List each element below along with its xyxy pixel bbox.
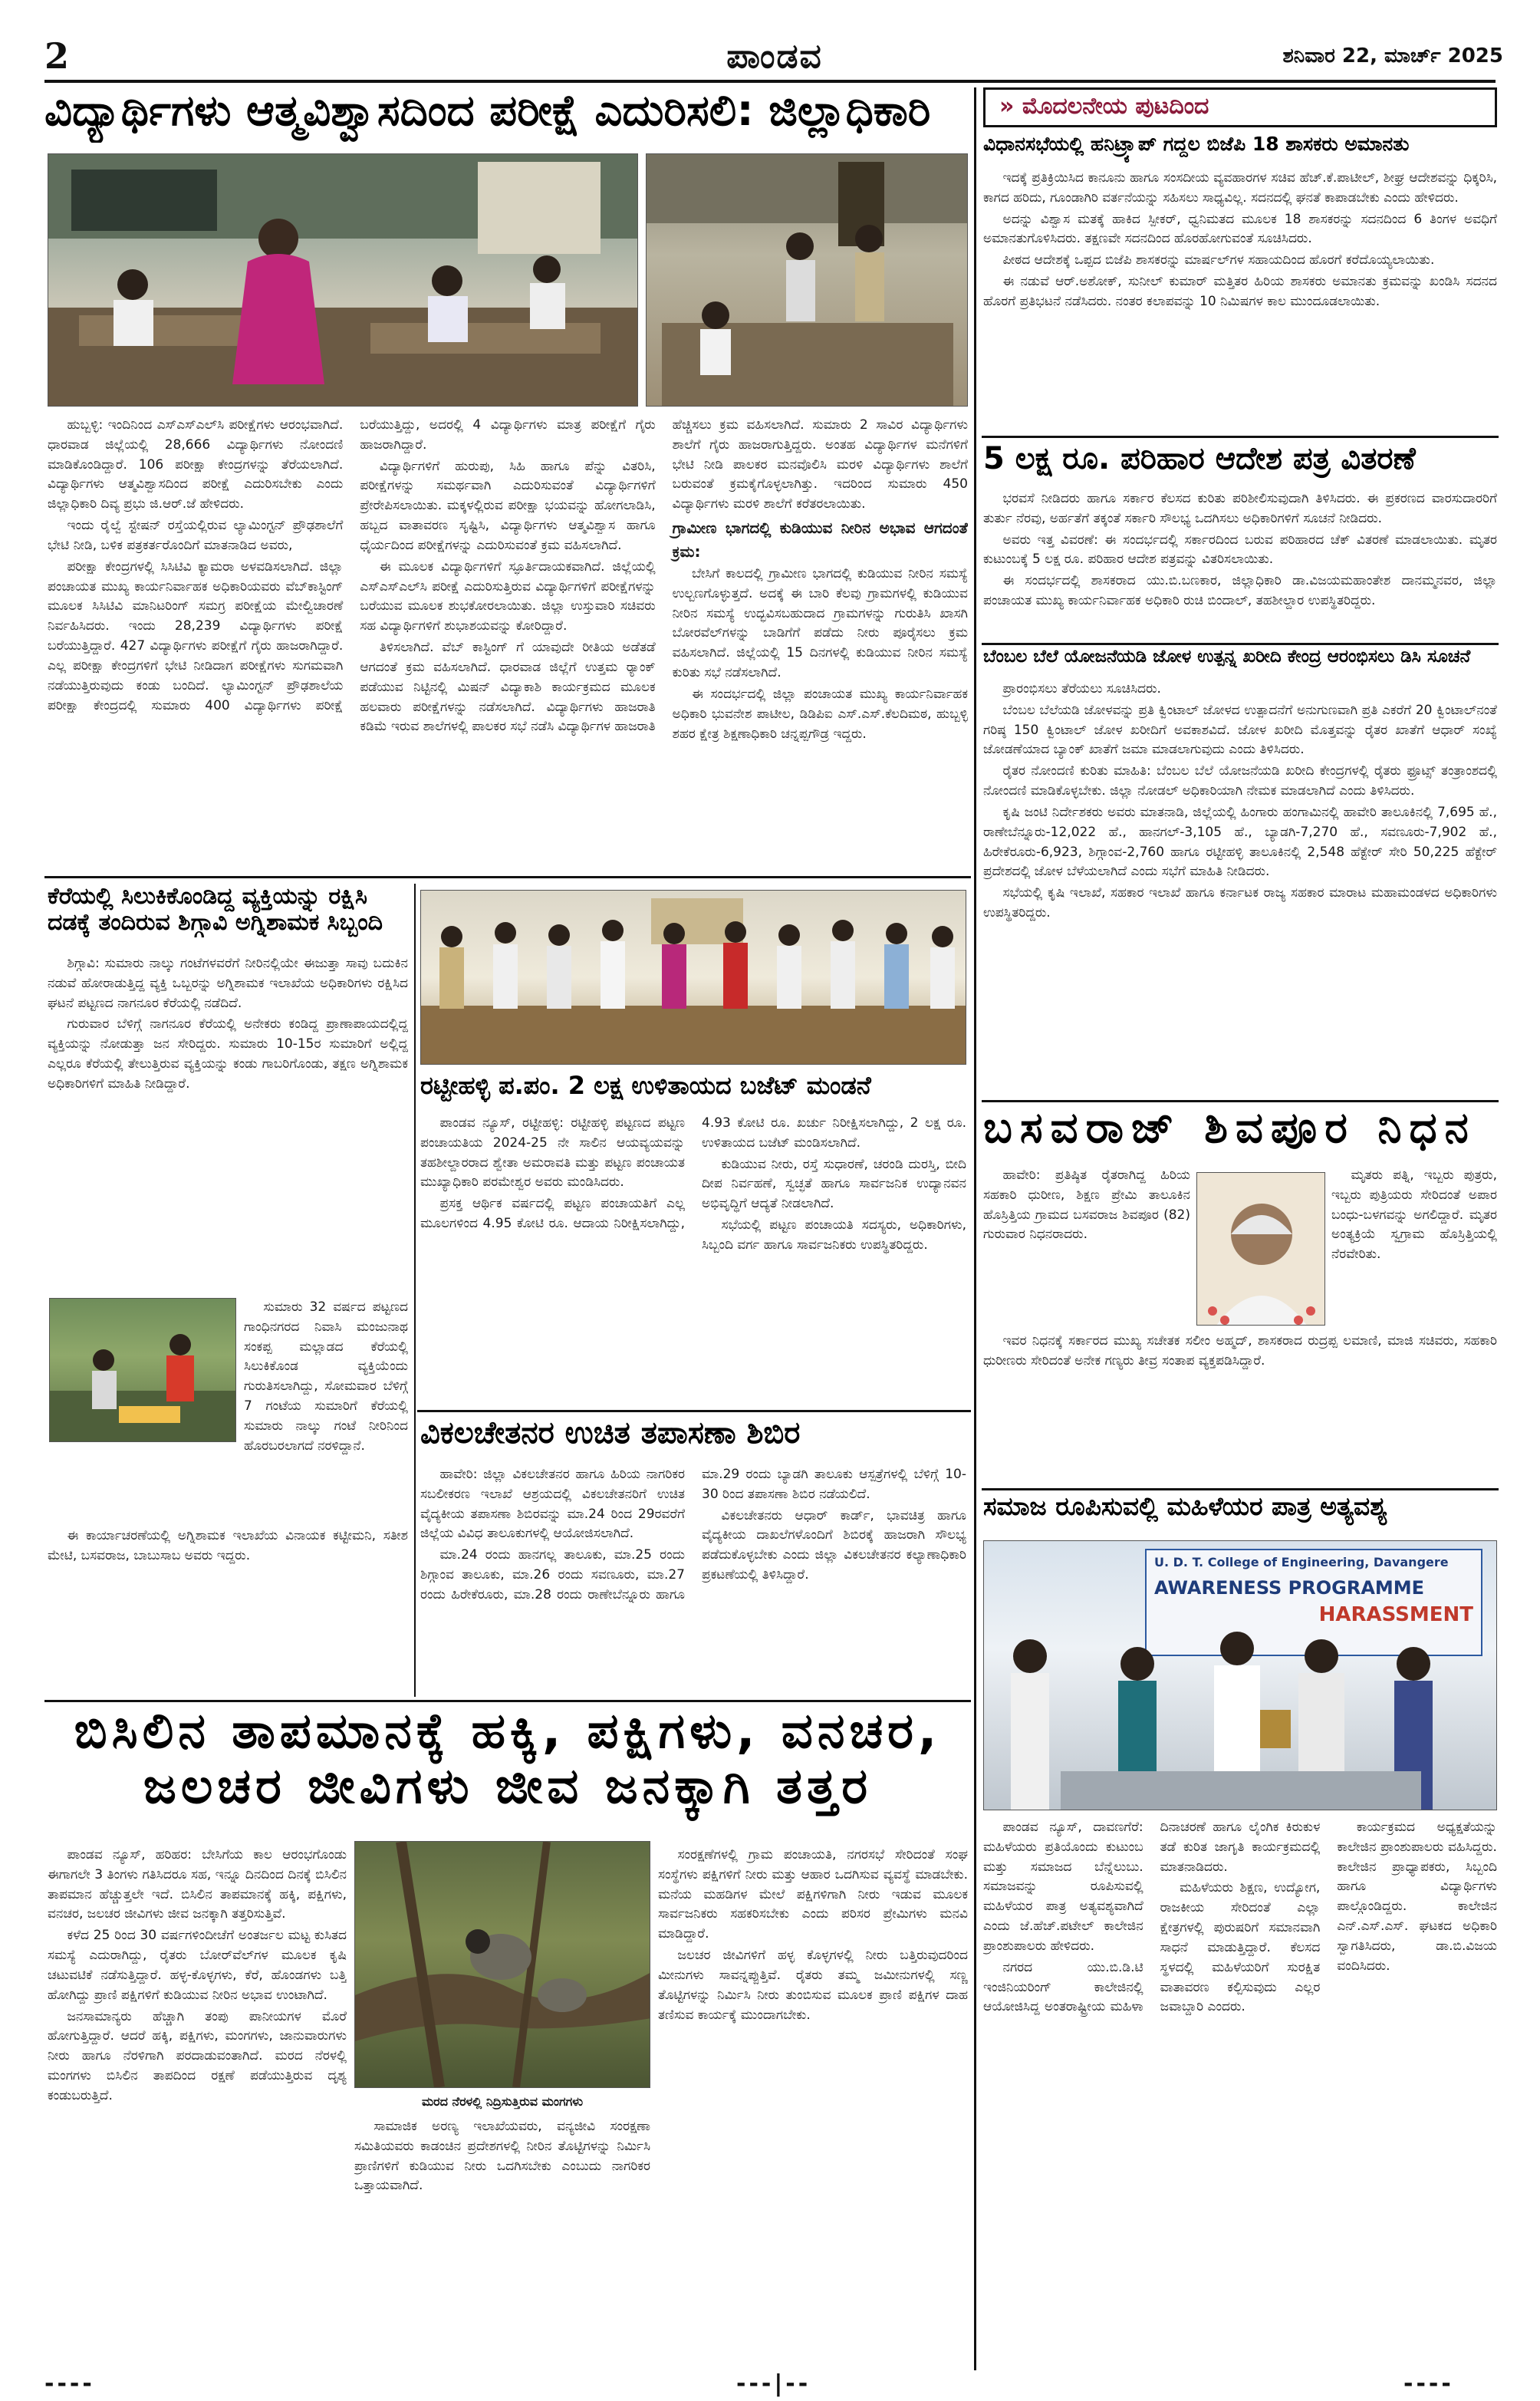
exam-para-5: ಈ ಮೂಲಕ ವಿದ್ಯಾರ್ಥಿಗಳಿಗೆ ಸ್ಫೂರ್ತಿದಾಯಕವಾಗಿದೆ. ಜಿಲ್ಲೆಯಲ್ಲಿ ಎಸ್‌ಎಸ್‌ಎಲ್‌ಸಿ ಪರೀಕ್ಷೆ ಎದುರಿಸುತ್ತಿರುವ ವಿದ್ಯಾರ್ಥಿಗಳಿಗೆ ಪರೀಕ್ಷೆಗಳನ್ನು ಬರೆಯುವ ಮೂಲಕ ಶುಭಕೋರಲಾಯಿತು. ಜಿಲ್ಲಾ ಉಸ್ತುವಾರಿ ಸಚಿವರು ಸಹ ವಿದ್ಯಾರ್ಥಿಗಳಿಗೆ ಶುಭಾಶಯವನ್ನು ಕೋರಿದ್ದಾರೆ. bbox=[360, 558, 656, 634]
heat-para-6: ಸಾಮಾಜಿಕ ಅರಣ್ಯ ಇಲಾಖೆಯವರು, ವನ್ಯಜೀವಿ ಸಂರಕ್ಷಣಾ ಸಮಿತಿಯವರು ಕಾಡಂಚಿನ ಪ್ರದೇಶಗಳಲ್ಲಿ ನೀರಿನ ತೊಟ್ಟಿಗಳನ್ನು ನಿರ್ಮಿಸಿ ಪ್ರಾಣಿಗಳಿಗೆ ಕುಡಿಯುವ ನೀರು ಒದಗಿಸಬೇಕು ಎಂಬುದು ನಾಗರಿಕರ ಒತ್ತಾಯವಾಗಿದೆ. bbox=[354, 2119, 650, 2194]
rescue-column-rule bbox=[414, 884, 416, 1697]
monkeys-illustration bbox=[355, 1842, 650, 2088]
rescue-body-top bbox=[48, 954, 408, 1138]
monkeys-photo bbox=[354, 1841, 650, 2088]
maize-para-3: ರೈತರ ನೋಂದಣಿ ಕುರಿತು ಮಾಹಿತಿ: ಬೆಂಬಲ ಬೆಲೆ ಯೋಜನೆಯಡಿ ಖರೀದಿ ಕೇಂದ್ರಗಳಲ್ಲಿ ರೈತರು ಫ್ರೂಟ್ಸ್ ತಂತ್ರಾಂಶದಲ್ಲಿ ನೋಂದಣಿ ಮಾಡಿಕೊಳ್ಳಬೇಕು. ಜಿಲ್ಲಾ ನೋಡಲ್ ಅಧಿಕಾರಿಯಾಗಿ ನೇಮಕ ಮಾಡಲಾಗಿದೆ ಎಂದು ತಿಳಿಸಿದರು. bbox=[983, 763, 1497, 799]
banner-harassment: HARASSMENT bbox=[1318, 1603, 1473, 1626]
compensation-para-1: ಭರವಸೆ ನೀಡಿದರು ಹಾಗೂ ಸರ್ಕಾರ ಕೆಲಸದ ಕುರಿತು ಪರಿಶೀಲಿಸುವುದಾಗಿ ತಿಳಿಸಿದರು. ಈ ಪ್ರಕರಣದ ವಾರಸುದಾರರಿಗೆ ತುರ್ತು ನೆರವು, ಅರ್ಹತೆಗೆ ತಕ್ಕಂತೆ ಸರ್ಕಾರಿ ಸೌಲಭ್ಯ ಒದಗಿಸಲು ಅಧಿಕಾರಿಗಳಿಗೆ ಸೂಚನೆ ನೀಡಿದರು. bbox=[983, 491, 1497, 526]
rescue-headline: ಕೆರೆಯಲ್ಲಿ ಸಿಲುಕಿಕೊಂಡಿದ್ದ ವ್ಯಕ್ತಿಯನ್ನು ರಕ್ಷಿಸಿ ದಡಕ್ಕೆ ತಂದಿರುವ ಶಿಗ್ಗಾವಿ ಅಗ್ನಿಶಾಮಕ ಸಿಬ್ಬಂದಿ bbox=[48, 884, 383, 936]
women-para-2: ನಗರದ ಯು.ಬಿ.ಡಿ.ಟಿ ಇಂಜಿನಿಯರಿಂಗ್ ಕಾಲೇಜಿನಲ್ಲಿ ಆಯೋಜಿಸಿದ್ದ ಅಂತರಾಷ್ಟ್ರೀಯ ಮಹಿಳಾ ದಿನಾಚರಣೆ ಹಾಗೂ ಲೈಂಗಿಕ ಕಿರುಕುಳ ತಡೆ ಕುರಿತ ಜಾಗೃತಿ ಕಾರ್ಯಕ್ರಮದಲ್ಲಿ ಮಾತನಾಡಿದರು. bbox=[983, 1820, 1321, 2015]
exam-headline: ವಿದ್ಯಾರ್ಥಿಗಳು ಆತ್ಮವಿಶ್ವಾಸದಿಂದ ಪರೀಕ್ಷೆ ಎದುರಿಸಲಿ: ಜಿಲ್ಲಾಧಿಕಾರಿ bbox=[44, 87, 931, 136]
exam-hall-photo bbox=[48, 153, 638, 407]
camp-para-1: ಹಾವೇರಿ: ಜಿಲ್ಲಾ ವಿಕಲಚೇತನರ ಹಾಗೂ ಹಿರಿಯ ನಾಗರಿಕರ ಸಬಲೀಕರಣ ಇಲಾಖೆ ಆಶ್ರಯದಲ್ಲಿ ವಿಕಲಚೇತನರಿಗೆ ಉಚಿತ ವೈದ್ಯಕೀಯ ತಪಾಸಣಾ ಶಿಬಿರವನ್ನು ಮಾ.24 ರಿಂದ 29ರವರೆಗೆ ಜಿಲ್ಲೆಯ ವಿವಿಧ ತಾಲೂಕುಗಳಲ್ಲಿ ಆಯೋಜಿಸಲಾಗಿದೆ. bbox=[420, 1467, 685, 1542]
maize-bottom-rule bbox=[982, 1100, 1499, 1102]
maize-para-4: ಕೃಷಿ ಜಂಟಿ ನಿರ್ದೇಶಕರು ಅವರು ಮಾತನಾಡಿ, ಜಿಲ್ಲೆಯಲ್ಲಿ ಹಿಂಗಾರು ಹಂಗಾಮಿನಲ್ಲಿ ಹಾವೇರಿ ತಾಲೂಕಿನಲ್ಲಿ 7,695 ಹೆ., ರಾಣೇಬೆನ್ನೂರು-12,022 ಹೆ., ಹಾನಗಲ್-3,105 ಹೆ., ಬ್ಯಾಡಗಿ-7,270 ಹೆ., ಸವಣೂರು-7,902 ಹೆ., ಹಿರೇಕೆರೂರು-6,923, ಶಿಗ್ಗಾಂವ-2,760 ಹಾಗೂ ರಟ್ಟೀಹಳ್ಳಿ ತಾಲೂಕಿನಲ್ಲಿ 2,548 ಹೆಕ್ಟೇರ್ ಸೇರಿ 50,225 ಹೆಕ್ಟೇರ್ ಪ್ರದೇಶದಲ್ಲಿ ಜೋಳ ಬೆಳೆಯಲಾಗಿದೆ ಎಂದು ಸಭೆಗೆ ಮಾಹಿತಿ ನೀಡಿದರು. bbox=[983, 804, 1497, 880]
heat-body-col3 bbox=[658, 1846, 968, 2367]
budget-headline: ರಟ್ಟೀಹಳ್ಳಿ ಪ.ಪಂ. 2 ಲಕ್ಷ ಉಳಿತಾಯದ ಬಜೆಟ್ ಮಂಡನೆ bbox=[420, 1072, 871, 1100]
heat-para-4: ಸಂರಕ್ಷಣೆಗಳಲ್ಲಿ ಗ್ರಾಮ ಪಂಚಾಯತಿ, ನಗರಸಭೆ ಸೇರಿದಂತೆ ಸಂಘ ಸಂಸ್ಥೆಗಳು ಪಕ್ಷಿಗಳಿಗೆ ನೀರು ಮತ್ತು ಆಹಾರ ಒದಗಿಸುವ ವ್ಯವಸ್ಥೆ ಮಾಡಬೇಕು. ಮನೆಯ ಮಹಡಿಗಳ ಮೇಲೆ ಪಕ್ಷಿಗಳಿಗಾಗಿ ನೀರು ಇಡುವ ಮೂಲಕ ಸಾರ್ವಜನಿಕರು ಸಹಕರಿಸಬೇಕು ಎಂದು ಪರಿಸರ ಪ್ರೇಮಿಗಳು ಮನವಿ ಮಾಡಿದ್ದಾರೆ. bbox=[658, 1847, 968, 1942]
women-programme-illustration bbox=[984, 1541, 1497, 1810]
exam-para-2: ಇಂದು ರೈಲ್ವೆ ಸ್ಟೇಷನ್ ರಸ್ತೆಯಲ್ಲಿರುವ ಲ್ಯಾಮಿಂಗ್ಟನ್ ಪ್ರೌಢಶಾಲೆಗೆ ಭೇಟಿ ನೀಡಿ, ಬಳಿಕ ಪತ್ರಕರ್ತರೊಂದಿಗೆ ಮಾತನಾಡಿದ ಅವರು, bbox=[48, 518, 344, 553]
exam-para-6: ತಿಳಿಸಲಾಗಿದೆ. ವೆಬ್ ಕಾಸ್ಟಿಂಗ್ ಗೆ ಯಾವುದೇ ರೀತಿಯ ಅಡೆತಡೆ ಆಗದಂತೆ ಕ್ರಮ ವಹಿಸಲಾಗಿದೆ. ಧಾರವಾಡ ಜಿಲ್ಲೆಗೆ ಉತ್ತಮ ರ್‍ಯಾಂಕ್ ಪಡೆಯುವ ನಿಟ್ಟಿನಲ್ಲಿ ಮಿಷನ್ ವಿದ್ಯಾಕಾಶಿ ಕಾರ್ಯಕ್ರಮದ ಮೂಲಕ ಹಲವಾರು ಪರೀಕ್ಷೆಗಳನ್ನು ನಡೆಸಲಾಗಿದೆ. ವಿದ್ಯಾರ್ಥಿಗಳು ಹಾಜರಾತಿ ಕಡಿಮೆ ಇರುವ ಶಾಲೆಗಳಲ್ಲಿ ಪಾಲಕರ ಸಭೆ ನಡೆಸಿ ವಿದ್ಯಾರ್ಥಿಗಳ ಹಾಜರಾತಿ ಹೆಚ್ಚಿಸಲು ಕ್ರಮ ವಹಿಸಲಾಗಿದೆ. ಸುಮಾರು 2 ಸಾವಿರ ವಿದ್ಯಾರ್ಥಿಗಳು ಶಾಲೆಗೆ ಗೈರು ಹಾಜರಾಗುತ್ತಿದ್ದರು. ಅಂತಹ ವಿದ್ಯಾರ್ಥಿಗಳ ಮನೆಗಳಿಗೆ ಭೇಟಿ ನೀಡಿ ಪಾಲಕರ ಮನವೊಲಿಸಿ ಮರಳಿ ವಿದ್ಯಾರ್ಥಿಗಳು ಶಾಲೆಗೆ ಬರುವಂತೆ ಕ್ರಮಕೈಗೊಳ್ಳಲಾಗಿತ್ತು. ಇದರಿಂದ ಸುಮಾರು 450 ವಿದ್ಯಾರ್ಥಿಗಳು ಮರಳಿ ಶಾಲೆಗೆ ಕರೆತರಲಾಯಿತು. bbox=[360, 417, 968, 735]
compensation-bottom-rule bbox=[982, 643, 1499, 645]
obituary-para-3: ಇವರ ನಿಧನಕ್ಕೆ ಸರ್ಕಾರದ ಮುಖ್ಯ ಸಚೇತಕ ಸಲೀಂ ಅಹ್ಮದ್, ಶಾಸಕರಾದ ರುದ್ರಪ್ಪ ಲಮಾಣಿ, ಮಾಜಿ ಸಚಿವರು, ಸಹಕಾರಿ ಧುರೀಣರು ಸೇರಿದಂತೆ ಅನೇಕ ಗಣ್ಯರು ತೀವ್ರ ಸಂತಾಪ ವ್ಯಕ್ತಪಡಿಸಿದ್ದಾರೆ. bbox=[983, 1333, 1497, 1368]
rescue-illustration bbox=[50, 1299, 236, 1442]
compensation-para-2: ಅವರು ಇತ್ತ ವಿವರಣೆ: ಈ ಸಂದರ್ಭದಲ್ಲಿ ಸರ್ಕಾರದಿಂದ ಬರುವ ಪರಿಹಾರದ ಚೆಕ್ ವಿತರಣೆ ಮಾಡಲಾಯಿತು. ಮೃತರ ಕುಟುಂಬಕ್ಕೆ 5 ಲಕ್ಷ ರೂ. ಪರಿಹಾರ ಆದೇಶ ಪತ್ರವನ್ನು ವಿತರಿಸಲಾಯಿತು. bbox=[983, 532, 1497, 568]
camp-para-3: ವಿಕಲಚೇತನರು ಆಧಾರ್ ಕಾರ್ಡ್, ಭಾವಚಿತ್ರ ಹಾಗೂ ವೈದ್ಯಕೀಯ ದಾಖಲೆಗಳೊಂದಿಗೆ ಶಿಬಿರಕ್ಕೆ ಹಾಜರಾಗಿ ಸೌಲಭ್ಯ ಪಡೆದುಕೊಳ್ಳಬೇಕು ಎಂದು ಜಿಲ್ಲಾ ವಿಕಲಚೇತನರ ಕಲ್ಯಾಣಾಧಿಕಾರಿ ಪ್ರಕಟಣೆಯಲ್ಲಿ ತಿಳಿಸಿದ್ದಾರೆ. bbox=[702, 1507, 966, 1583]
rescue-para-3: ಸುಮಾರು 32 ವರ್ಷದ ಪಟ್ಟಣದ ಗಾಂಧಿನಗರದ ನಿವಾಸಿ ಮಂಜುನಾಥ ಸಂಕಪ್ಪ ಮಲ್ಲಾಡದ ಕೆರೆಯಲ್ಲಿ ಸಿಲುಕಿಕೊಂಡ ವ್ಯಕ್ತಿಯೆಂದು ಗುರುತಿಸಲಾಗಿದ್ದು, ಸೋಮವಾರ ಬೆಳಿಗ್ಗೆ 7 ಗಂಟೆಯ ಸುಮಾರಿಗೆ ಕೆರೆಯಲ್ಲಿ ಸುಮಾರು ನಾಲ್ಕು ಗಂಟೆ ನೀರಿನಿಂದ ಹೊರಬರಲಾಗದೆ ನರಳಿದ್ದಾನೆ. bbox=[244, 1299, 408, 1454]
footer-right-mark: ---- bbox=[1403, 2370, 1454, 2397]
rescue-para-1: ಶಿಗ್ಗಾವಿ: ಸುಮಾರು ನಾಲ್ಕು ಗಂಟೆಗಳವರೆಗೆ ನೀರಿನಲ್ಲಿಯೇ ಈಜುತ್ತಾ ಸಾವು ಬದುಕಿನ ನಡುವೆ ಹೋರಾಡುತ್ತಿದ್ದ ವ್ಯಕ್ತಿ ಒಬ್ಬರನ್ನು ಅಗ್ನಿಶಾಮಕ ಇಲಾಖೆಯ ಅಧಿಕಾರಿಗಳು ರಕ್ಷಿಸಿದ ಘಟನೆ ಪಟ್ಟಣದ ನಾಗನೂರ ಕೆರೆಯಲ್ಲಿ ನಡೆದಿದೆ. bbox=[48, 956, 408, 1011]
footer-center-mark: ---|-- bbox=[736, 2370, 811, 2397]
page-number: 2 bbox=[44, 35, 70, 77]
exam-subhead-water: ಗ್ರಾಮೀಣ ಭಾಗದಲ್ಲಿ ಕುಡಿಯುವ ನೀರಿನ ಅಭಾವ ಆಗದಂತೆ ಕ್ರಮ: bbox=[672, 519, 968, 561]
obituary-body-bottom bbox=[983, 1332, 1497, 1485]
mla-para-3: ಪೀಠದ ಆದೇಶಕ್ಕೆ ಒಪ್ಪದ ಬಿಜೆಪಿ ಶಾಸಕರನ್ನು ಮಾರ್ಷಲ್‌ಗಳ ಸಹಾಯದಿಂದ ಹೊರಗೆ ಕರೆದೊಯ್ಯಲಾಯಿತು. bbox=[1002, 252, 1435, 268]
budget-body bbox=[420, 1114, 966, 1405]
banner-programme: AWARENESS PROGRAMME bbox=[1154, 1577, 1425, 1599]
exam-visit-photo bbox=[646, 153, 968, 407]
exam-para-1: ಹುಬ್ಬಳ್ಳಿ: ಇಂದಿನಿಂದ ಎಸ್‌ಎಸ್‌ಎಲ್‌ಸಿ ಪರೀಕ್ಷೆಗಳು ಆರಂಭವಾಗಿದೆ. ಧಾರವಾಡ ಜಿಲ್ಲೆಯಲ್ಲಿ 28,666 ವಿದ್ಯಾರ್ಥಿಗಳು ನೋಂದಣಿ ಮಾಡಿಕೊಂಡಿದ್ದಾರೆ. 106 ಪರೀಕ್ಷಾ ಕೇಂದ್ರಗಳನ್ನು ತೆರೆಯಲಾಗಿದೆ. ವಿದ್ಯಾರ್ಥಿಗಳು ಆತ್ಮವಿಶ್ವಾಸದಿಂದ ಪರೀಕ್ಷೆ ಎದುರಿಸಬೇಕು ಎಂದು ಜಿಲ್ಲಾಧಿಕಾರಿ ದಿವ್ಯ ಪ್ರಭು ಜಿ.ಆರ್.ಜೆ ಹೇಳಿದರು. bbox=[48, 417, 344, 512]
monkeys-caption: ಮರದ ನೆರಳಲ್ಲಿ ನಿದ್ರಿಸುತ್ತಿರುವ ಮಂಗಗಳು bbox=[421, 2094, 584, 2109]
maize-para-5: ಸಭೆಯಲ್ಲಿ ಕೃಷಿ ಇಲಾಖೆ, ಸಹಕಾರ ಇಲಾಖೆ ಹಾಗೂ ಕರ್ನಾಟಕ ರಾಜ್ಯ ಸಹಕಾರ ಮಾರಾಟ ಮಹಾಮಂಡಳದ ಅಧಿಕಾರಿಗಳು ಉಪಸ್ಥಿತರಿದ್ದರು. bbox=[983, 885, 1497, 921]
front-page-continued-bar: » ಮೊದಲನೇಯ ಪುಟದಿಂದ bbox=[983, 87, 1497, 127]
exam-para-3: ಪರೀಕ್ಷಾ ಕೇಂದ್ರಗಳಲ್ಲಿ ಸಿಸಿಟಿವಿ ಕ್ಯಾಮರಾ ಅಳವಡಿಸಲಾಗಿದೆ. ಜಿಲ್ಲಾ ಪಂಚಾಯತ ಮುಖ್ಯ ಕಾರ್ಯನಿರ್ವಾಹಕ ಅಧಿಕಾರಿಯವರು ವೆಬ್‌ಕಾಸ್ಟಿಂಗ್ ಮೂಲಕ ಸಿಸಿಟಿವಿ ಮಾನಿಟರಿಂಗ್ ಸಮಗ್ರ ಪರೀಕ್ಷೆಯ ಮೇಲ್ವಿಚಾರಣೆ ನಿರ್ವಹಿಸಿದರು. ಇಂದು 28,239 ವಿದ್ಯಾರ್ಥಿಗಳು ಪರೀಕ್ಷೆ ಬರೆಯುತ್ತಿದ್ದಾರೆ. 427 ವಿದ್ಯಾರ್ಥಿಗಳು ಪರೀಕ್ಷೆಗೆ ಗೈರು ಹಾಜರಾಗಿದ್ದಾರೆ. ಎಲ್ಲ ಪರೀಕ್ಷಾ ಕೇಂದ್ರಗಳಿಗೆ ಭೇಟಿ ನೀಡಿದಾಗ ಪರೀಕ್ಷೆಗಳು ಸುಗಮವಾಗಿ ನಡೆಯುತ್ತಿರುವುದು ಕಂಡು ಬಂದಿದೆ. ಲ್ಯಾಮಿಂಗ್ಟನ್ ಪ್ರೌಢಶಾಲೆಯ ಪರೀಕ್ಷಾ ಕೇಂದ್ರದಲ್ಲಿ ಸುಮಾರು 400 ವಿದ್ಯಾರ್ಥಿಗಳು ಪರೀಕ್ಷೆ ಬರೆಯುತ್ತಿದ್ದು, ಅದರಲ್ಲಿ 4 ವಿದ್ಯಾರ್ಥಿಗಳು ಮಾತ್ರ ಪರೀಕ್ಷೆಗೆ ಗೈರು ಹಾಜರಾಗಿದ್ದಾರೆ. bbox=[48, 417, 656, 713]
obituary-body-left bbox=[983, 1166, 1190, 1327]
rescue-body-side bbox=[244, 1298, 408, 1520]
heat-para-1: ಪಾಂಡವ ನ್ಯೂಸ್, ಹರಿಹರ: ಬೇಸಿಗೆಯ ಕಾಲ ಆರಂಭಗೊಂಡು ಈಗಾಗಲೇ 3 ತಿಂಗಳು ಗತಿಸಿದರೂ ಸಹ, ಇನ್ನೂ ದಿನದಿಂದ ದಿನಕ್ಕೆ ಬಿಸಿಲಿನ ತಾಪಮಾನ ಹೆಚ್ಚುತ್ತಲೇ ಇದೆ. ಬಿಸಿಲಿನ ತಾಪಮಾನಕ್ಕೆ ಹಕ್ಕಿ, ಪಕ್ಷಿಗಳು, ವನಚರ, ಜಲಚರ ಜೀವಿಗಳು ಜೀವ ಜನಕ್ಕಾಗಿ ತತ್ತರಿಸುತ್ತಿವೆ. bbox=[48, 1847, 347, 1922]
obituary-bottom-rule bbox=[982, 1488, 1499, 1490]
budget-illustration bbox=[421, 891, 966, 1065]
mla-bottom-rule bbox=[982, 436, 1499, 438]
mla-para-4: ಈ ನಡುವೆ ಆರ್.ಅಶೋಕ್, ಸುನೀಲ್ ಕುಮಾರ್ ಮತ್ತಿತರ ಹಿರಿಯ ಶಾಸಕರು ಅಮಾನತು ಕ್ರಮವನ್ನು ಖಂಡಿಸಿ ಸದನದ ಹೊರಗೆ ಪ್ರತಿಭಟನೆ ನಡೆಸಿದರು. ನಂತರ ಕಲಾಪವನ್ನು 10 ನಿಮಿಷಗಳ ಕಾಲ ಮುಂದೂಡಲಾಯಿತು. bbox=[983, 274, 1497, 309]
mla-para-1: ಇದಕ್ಕೆ ಪ್ರತಿಕ್ರಿಯಿಸಿದ ಕಾನೂನು ಹಾಗೂ ಸಂಸದೀಯ ವ್ಯವಹಾರಗಳ ಸಚಿವ ಹೆಚ್.ಕೆ.ಪಾಟೀಲ್, ಶೀಘ್ರ ಆದೇಶವನ್ನು ಧಿಕ್ಕರಿಸಿ, ಕಾಗದ ಹರಿದು, ಗೂಂಡಾಗಿರಿ ವರ್ತನೆಯನ್ನು ಸಹಿಸಲು ಸಾಧ್ಯವಿಲ್ಲ. ಸದನದಲ್ಲಿ ಘನತೆ ಕಾಪಾಡಬೇಕು ಎಂದು ಹೇಳಿದರು. bbox=[983, 170, 1497, 206]
exam-para-8: ಈ ಸಂದರ್ಭದಲ್ಲಿ ಜಿಲ್ಲಾ ಪಂಚಾಯತ ಮುಖ್ಯ ಕಾರ್ಯನಿರ್ವಾಹಕ ಅಧಿಕಾರಿ ಭುವನೇಶ ಪಾಟೀಲ, ಡಿಡಿಪಿಐ ಎಸ್.ಎಸ್.ಕೆಲದಿಮಠ, ಹುಬ್ಬಳ್ಳಿ ಶಹರ ಕ್ಷೇತ್ರ ಶಿಕ್ಷಣಾಧಿಕಾರಿ ಚನ್ನಪ್ಪಗೌಡ್ರ ಇದ್ದರು. bbox=[672, 686, 968, 742]
women-para-3: ಮಹಿಳೆಯರು ಶಿಕ್ಷಣ, ಉದ್ಯೋಗ, ರಾಜಕೀಯ ಸೇರಿದಂತೆ ಎಲ್ಲಾ ಕ್ಷೇತ್ರಗಳಲ್ಲಿ ಪುರುಷರಿಗೆ ಸಮಾನವಾಗಿ ಸಾಧನೆ ಮಾಡುತ್ತಿದ್ದಾರೆ. ಕೆಲಸದ ಸ್ಥಳದಲ್ಲಿ ಮಹಿಳೆಯರಿಗೆ ಸುರಕ್ಷಿತ ವಾತಾವರಣ ಕಲ್ಪಿಸುವುದು ಎಲ್ಲರ ಜವಾಬ್ದಾರಿ ಎಂದರು. bbox=[1160, 1880, 1321, 2015]
heat-headline: ಬಿಸಿಲಿನ ತಾಪಮಾನಕ್ಕೆ ಹಕ್ಕಿ, ಪಕ್ಷಿಗಳು, ವನಚರ, ಜಲಚರ ಜೀವಿಗಳು ಜೀವ ಜನಕ್ಕಾಗಿ ತತ್ತರ bbox=[74, 1704, 942, 1815]
paper-name: ಪಾಂಡವ bbox=[726, 37, 823, 76]
rescue-para-4: ಈ ಕಾರ್ಯಾಚರಣೆಯಲ್ಲಿ ಅಗ್ನಿಶಾಮಕ ಇಲಾಖೆಯ ವಿನಾಯಕ ಕಟ್ಟೀಮನಿ, ಸತೀಶ ಮೇಟಿ, ಬಸವರಾಜ, ಬಾಬುಸಾಬ ಅವರು ಇದ್ದರು. bbox=[48, 1528, 408, 1563]
heat-body-col2 bbox=[354, 2117, 650, 2367]
budget-para-2: ಪ್ರಸಕ್ತ ಆರ್ಥಿಕ ವರ್ಷದಲ್ಲಿ ಪಟ್ಟಣ ಪಂಚಾಯತಿಗೆ ಎಲ್ಲ ಮೂಲಗಳಿಂದ 4.95 ಕೋಟಿ ರೂ. ಆದಾಯ ನಿರೀಕ್ಷಿಸಲಾಗಿದ್ದು, 4.93 ಕೋಟಿ ರೂ. ಖರ್ಚು ನಿರೀಕ್ಷಿಸಲಾಗಿದ್ದು, 2 ಲಕ್ಷ ರೂ. ಉಳಿತಾಯದ ಬಜೆಟ್ ಮಂಡಿಸಲಾಗಿದೆ. bbox=[420, 1115, 966, 1232]
exam-bottom-rule bbox=[44, 876, 971, 878]
obituary-para-1: ಹಾವೇರಿ: ಪ್ರತಿಷ್ಠಿತ ರೈತರಾಗಿದ್ದ ಹಿರಿಯ ಸಹಕಾರಿ ಧುರೀಣ, ಶಿಕ್ಷಣ ಪ್ರೇಮಿ ತಾಲೂಕಿನ ಹೊಸ್ರಿತ್ತಿಯ ಗ್ರಾಮದ ಬಸವರಾಜ ಶಿವಪೂರ (82) ಗುರುವಾರ ನಿಧನರಾದರು. bbox=[983, 1168, 1190, 1243]
heat-top-rule bbox=[44, 1700, 971, 1702]
exam-para-7: ಬೇಸಿಗೆ ಕಾಲದಲ್ಲಿ ಗ್ರಾಮೀಣ ಭಾಗದಲ್ಲಿ ಕುಡಿಯುವ ನೀರಿನ ಸಮಸ್ಯೆ ಉಲ್ಬಣಗೊಳ್ಳುತ್ತದೆ. ಅದಕ್ಕೆ ಈ ಬಾರಿ ಕೆಲವು ಗ್ರಾಮಗಳಲ್ಲಿ ಕುಡಿಯುವ ನೀರಿನ ಸಮಸ್ಯೆ ಉದ್ಭವಿಸಬಹುದಾದ ಗ್ರಾಮಗಳನ್ನು ಗುರುತಿಸಿ ಖಾಸಗಿ ಬೋರವೆಲ್‌ಗಳನ್ನು ಬಾಡಿಗೆಗೆ ಪಡೆದು ನೀರು ಪೂರೈಸಲು ಕ್ರಮ ವಹಿಸಲಾಗಿದೆ. ಜಿಲ್ಲೆಯಲ್ಲಿ 15 ದಿನಗಳಲ್ಲಿ ಕುಡಿಯುವ ನೀರಿನ ಸಮಸ್ಯೆ ಕುರಿತು ಸಭೆ ನಡೆಸಲಾಗಿದೆ. bbox=[672, 565, 968, 681]
mla-body bbox=[983, 169, 1497, 433]
budget-para-4: ಸಭೆಯಲ್ಲಿ ಪಟ್ಟಣ ಪಂಚಾಯತಿ ಸದಸ್ಯರು, ಅಧಿಕಾರಿಗಳು, ಸಿಬ್ಬಂದಿ ವರ್ಗ ಹಾಗೂ ಸಾರ್ವಜನಿಕರು ಉಪಸ್ಥಿತರಿದ್ದರು. bbox=[702, 1217, 966, 1253]
issue-date: ಶನಿವಾರ 22, ಮಾರ್ಚ್ 2025 bbox=[1282, 44, 1503, 68]
exam-para-4: ವಿದ್ಯಾರ್ಥಿಗಳಿಗೆ ಹುರುಪು, ಸಿಹಿ ಹಾಗೂ ಪೆನ್ನು ವಿತರಿಸಿ, ಪರೀಕ್ಷೆಗಳನ್ನು ಸಮರ್ಥವಾಗಿ ಎದುರಿಸುವಂತೆ ವಿದ್ಯಾರ್ಥಿಗಳಿಗೆ ಪ್ರೇರೇಪಿಸಲಾಯಿತು. ಮಕ್ಕಳಲ್ಲಿರುವ ಪರೀಕ್ಷಾ ಭಯವನ್ನು ಹೋಗಲಾಡಿಸಿ, ಹಬ್ಬದ ವಾತಾವರಣ ಸೃಷ್ಟಿಸಿ, ವಿದ್ಯಾರ್ಥಿಗಳು ಆತ್ಮವಿಶ್ವಾಸ ಹಾಗೂ ಧೈರ್ಯದಿಂದ ಪರೀಕ್ಷೆಗಳನ್ನು ಎದುರಿಸುವಂತೆ ಕ್ರಮ ವಹಿಸಲಾಗಿದೆ. bbox=[360, 458, 656, 553]
compensation-body bbox=[983, 489, 1497, 640]
camp-headline: ವಿಕಲಚೇತನರ ಉಚಿತ ತಪಾಸಣಾ ಶಿಬಿರ bbox=[420, 1416, 801, 1451]
budget-photo bbox=[420, 890, 966, 1065]
obituary-portrait-illustration bbox=[1197, 1173, 1325, 1326]
exam-hall-illustration bbox=[48, 154, 638, 407]
maize-para-2: ಬೆಂಬಲ ಬೆಲೆಯಡಿ ಜೋಳವನ್ನು ಪ್ರತಿ ಕ್ವಿಂಟಾಲ್ ಜೋಳದ ಉತ್ಪಾದನೆಗೆ ಅನುಗುಣವಾಗಿ ಪ್ರತಿ ಎಕರೆಗೆ 20 ಕ್ವಿಂಟಾಲ್‌ನಂತೆ ಗರಿಷ್ಠ 150 ಕ್ವಿಂಟಾಲ್ ಜೋಳ ಖರೀದಿಗೆ ಅವಕಾಶವಿದೆ. ಜೋಳ ಖರೀದಿ ಮೊತ್ತವನ್ನು ರೈತರ ಖಾತೆಗೆ ಆಧಾರ್ ಸಂಖ್ಯೆ ಜೋಡಣೆಯಾದ ಬ್ಯಾಂಕ್ ಖಾತೆಗೆ ಜಮಾ ಮಾಡಲಾಗುವುದು ಎಂದು ತಿಳಿಸಿದರು. bbox=[983, 702, 1497, 758]
rescue-para-2: ಗುರುವಾರ ಬೆಳಿಗ್ಗೆ ನಾಗನೂರ ಕೆರೆಯಲ್ಲಿ ಅನೇಕರು ಕಂಡಿದ್ದ ಪ್ರಾಣಾಪಾಯದಲ್ಲಿದ್ದ ವ್ಯಕ್ತಿಯನ್ನು ನೋಡುತ್ತಾ ಜನ ಸೇರಿದ್ದರು. ಸುಮಾರು 10-15ರ ಸುಮಾರಿಗೆ ಅಲ್ಲಿದ್ದ ಎಲ್ಲರೂ ಕೆರೆಯಲ್ಲಿ ತೇಲುತ್ತಿರುವ ವ್ಯಕ್ತಿಯನ್ನು ಕಂಡು ಗಾಬರಿಗೊಂಡು, ತಕ್ಷಣ ಅಗ್ನಿಶಾಮಕ ಅಧಿಕಾರಿಗಳಿಗೆ ಮಾಹಿತಿ ನೀಡಿದ್ದಾರೆ. bbox=[48, 1016, 408, 1092]
budget-bottom-rule bbox=[417, 1410, 971, 1412]
maize-headline: ಬೆಂಬಲ ಬೆಲೆ ಯೋಜನೆಯಡಿ ಜೋಳ ಉತ್ಪನ್ನ ಖರೀದಿ ಕೇಂದ್ರ ಆರಂಭಿಸಲು ಡಿಸಿ ಸೂಚನೆ bbox=[983, 647, 1471, 667]
mla-para-2: ಅದನ್ನು ವಿಶ್ವಾಸ ಮತಕ್ಕೆ ಹಾಕಿದ ಸ್ಪೀಕರ್, ಧ್ವನಿಮತದ ಮೂಲಕ 18 ಶಾಸಕರನ್ನು ಸದನದಿಂದ 6 ತಿಂಗಳ ಅವಧಿಗೆ ಅಮಾನತುಗೊಳಿಸಿದರು. ತಕ್ಷಣವೇ ಸದನದಿಂದ ಹೊರಹೋಗುವಂತೆ ಸೂಚಿಸಿದರು. bbox=[983, 211, 1497, 247]
women-para-4: ಕಾರ್ಯಕ್ರಮದ ಅಧ್ಯಕ್ಷತೆಯನ್ನು ಕಾಲೇಜಿನ ಪ್ರಾಂಶುಪಾಲರು ವಹಿಸಿದ್ದರು. ಕಾಲೇಜಿನ ಪ್ರಾಧ್ಯಾಪಕರು, ಸಿಬ್ಬಂದಿ ಹಾಗೂ ವಿದ್ಯಾರ್ಥಿಗಳು ಪಾಲ್ಗೊಂಡಿದ್ದರು. ಕಾಲೇಜಿನ ಎನ್.ಎಸ್.ಎಸ್. ಘಟಕದ ಅಧಿಕಾರಿ ಸ್ವಾಗತಿಸಿದರು, ಡಾ.ಬಿ.ವಿಜಯ ವಂದಿಸಿದರು. bbox=[1337, 1820, 1497, 1974]
women-programme-photo bbox=[983, 1540, 1497, 1810]
compensation-para-3: ಈ ಸಂದರ್ಭದಲ್ಲಿ ಶಾಸಕರಾದ ಯು.ಬಿ.ಬಣಕಾರ, ಜಿಲ್ಲಾಧಿಕಾರಿ ಡಾ.ವಿಜಯಮಹಾಂತೇಶ ದಾನಮ್ಮನವರ, ಜಿಲ್ಲಾ ಪಂಚಾಯತ ಮುಖ್ಯ ಕಾರ್ಯನಿರ್ವಾಹಕ ಅಧಿಕಾರಿ ರುಚಿ ಬಿಂದಾಲ್, ತಹಶೀಲ್ದಾರ ಉಪಸ್ಥಿತರಿದ್ದರು. bbox=[983, 573, 1497, 609]
center-divider bbox=[974, 87, 976, 2370]
rescue-photo bbox=[49, 1298, 236, 1442]
camp-para-2: ಮಾ.24 ರಂದು ಹಾನಗಲ್ಲ ತಾಲೂಕು, ಮಾ.25 ರಂದು ಶಿಗ್ಗಾಂವ ತಾಲೂಕು, ಮಾ.26 ರಂದು ಸವಣೂರು, ಮಾ.27 ರಂದು ಹಿರೇಕೆರೂರು, ಮಾ.28 ರಂದು ರಾಣೇಬೆನ್ನೂರು ಹಾಗೂ ಮಾ.29 ರಂದು ಬ್ಯಾಡಗಿ ತಾಲೂಕು ಆಸ್ಪತ್ರೆಗಳಲ್ಲಿ ಬೆಳಿಗ್ಗೆ 10-30 ರಿಂದ ತಪಾಸಣಾ ಶಿಬಿರ ನಡೆಯಲಿದೆ. bbox=[420, 1467, 966, 1602]
heat-body-col1 bbox=[48, 1846, 347, 2367]
obituary-headline: ಬಸವರಾಜ್ ಶಿವಪೂರ ನಿಧನ bbox=[983, 1105, 1476, 1153]
rescue-body-bottom bbox=[48, 1527, 408, 1703]
camp-body bbox=[420, 1465, 966, 1694]
maize-para-1: ಪ್ರಾರಂಭಿಸಲು ತೆರೆಯಲು ಸೂಚಿಸಿದರು. bbox=[1002, 681, 1161, 697]
obituary-para-2: ಮೃತರು ಪತ್ನಿ, ಇಬ್ಬರು ಪುತ್ರರು, ಇಬ್ಬರು ಪುತ್ರಿಯರು ಸೇರಿದಂತೆ ಅಪಾರ ಬಂಧು-ಬಳಗವನ್ನು ಅಗಲಿದ್ದಾರೆ. ಮೃತರ ಅಂತ್ಯಕ್ರಿಯೆ ಸ್ವಗ್ರಾಮ ಹೊಸ್ರಿತ್ತಿಯಲ್ಲಿ ನೆರವೇರಿತು. bbox=[1331, 1168, 1497, 1263]
heat-para-2: ಕಳೆದ 25 ರಿಂದ 30 ವರ್ಷಗಳಿಂದೀಚೆಗೆ ಅಂತರ್ಜಲ ಮಟ್ಟ ಕುಸಿತದ ಸಮಸ್ಯೆ ಎದುರಾಗಿದ್ದು, ರೈತರು ಬೋರ್‌ವೆಲ್‌ಗಳ ಮೂಲಕ ಕೃಷಿ ಚಟುವಟಿಕೆ ನಡೆಸುತ್ತಿದ್ದಾರೆ. ಹಳ್ಳ-ಕೊಳ್ಳಗಳು, ಕೆರೆ, ಹೊಂಡಗಳು ಬತ್ತಿ ಹೋಗಿದ್ದು ಪ್ರಾಣಿ ಪಕ್ಷಿಗಳಿಗೆ ಕುಡಿಯುವ ನೀರಿನ ಅಭಾವ ಉಂಟಾಗಿದೆ. bbox=[48, 1928, 347, 2003]
heat-para-5: ಜಲಚರ ಜೀವಿಗಳಿಗೆ ಹಳ್ಳ ಕೊಳ್ಳಗಳಲ್ಲಿ ನೀರು ಬತ್ತಿರುವುದರಿಂದ ಮೀನುಗಳು ಸಾವನ್ನಪ್ಪುತ್ತಿವೆ. ರೈತರು ತಮ್ಮ ಜಮೀನುಗಳಲ್ಲಿ ಸಣ್ಣ ತೊಟ್ಟಿಗಳನ್ನು ನಿರ್ಮಿಸಿ ನೀರು ತುಂಬಿಸುವ ಮೂಲಕ ಪ್ರಾಣಿ ಪಕ್ಷಿಗಳ ದಾಹ ತಣಿಸುವ ಕಾರ್ಯಕ್ಕೆ ಮುಂದಾಗಬೇಕು. bbox=[658, 1948, 968, 2023]
masthead-rule bbox=[44, 80, 1496, 83]
obituary-body-right bbox=[1331, 1166, 1497, 1327]
women-para-1: ಪಾಂಡವ ನ್ಯೂಸ್, ದಾವಣಗೆರೆ: ಮಹಿಳೆಯರು ಪ್ರತಿಯೊಂದು ಕುಟುಂಬ ಮತ್ತು ಸಮಾಜದ ಬೆನ್ನೆಲುಬು. ಸಮಾಜವನ್ನು ರೂಪಿಸುವಲ್ಲಿ ಮಹಿಳೆಯರ ಪಾತ್ರ ಅತ್ಯವಶ್ಯವಾಗಿದೆ ಎಂದು ಜೆ.ಹೆಚ್.ಪಟೇಲ್ ಕಾಲೇಜಿನ ಪ್ರಾಂಶುಪಾಲರು ಹೇಳಿದರು. bbox=[983, 1820, 1143, 1954]
compensation-headline: 5 ಲಕ್ಷ ರೂ. ಪರಿಹಾರ ಆದೇಶ ಪತ್ರ ವಿತರಣೆ bbox=[983, 442, 1416, 476]
banner-college: U. D. T. College of Engineering, Davangere bbox=[1154, 1555, 1449, 1569]
budget-para-1: ಪಾಂಡವ ನ್ಯೂಸ್, ರಟ್ಟೀಹಳ್ಳಿ: ರಟ್ಟೀಹಳ್ಳಿ ಪಟ್ಟಣದ ಪಟ್ಟಣ ಪಂಚಾಯತಿಯ 2024-25 ನೇ ಸಾಲಿನ ಆಯವ್ಯಯವನ್ನು ತಹಶೀಲ್ದಾರರಾದ ಶ್ವೇತಾ ಅಮರಾವತಿ ಮತ್ತು ಪಟ್ಟಣ ಪಂಚಾಯತ ಮುಖ್ಯಾಧಿಕಾರಿ ಪರಮೇಶ್ವರ ಅವರು ಮಂಡಿಸಿದರು. bbox=[420, 1115, 685, 1191]
budget-para-3: ಕುಡಿಯುವ ನೀರು, ರಸ್ತೆ ಸುಧಾರಣೆ, ಚರಂಡಿ ದುರಸ್ತಿ, ಬೀದಿ ದೀಪ ನಿರ್ವಹಣೆ, ಸ್ವಚ್ಛತೆ ಹಾಗೂ ಸಾರ್ವಜನಿಕ ಉದ್ಯಾನವನ ಅಭಿವೃದ್ಧಿಗೆ ಆದ್ಯತೆ ನೀಡಲಾಗಿದೆ. bbox=[702, 1156, 966, 1212]
heat-para-3: ಜನಸಾಮಾನ್ಯರು ಹೆಚ್ಚಾಗಿ ತಂಪು ಪಾನೀಯಗಳ ಮೊರೆ ಹೋಗುತ್ತಿದ್ದಾರೆ. ಆದರೆ ಹಕ್ಕಿ, ಪಕ್ಷಿಗಳು, ಮಂಗಗಳು, ಜಾನುವಾರುಗಳು ನೀರು ಹಾಗೂ ನೆರಳಿಗಾಗಿ ಪರದಾಡುವಂತಾಗಿದೆ. ಮರದ ನೆರಳಲ್ಲಿ ಮಂಗಗಳು ಬಿಸಿಲಿನ ತಾಪದಿಂದ ರಕ್ಷಣೆ ಪಡೆಯುತ್ತಿರುವ ದೃಶ್ಯ ಕಂಡುಬರುತ್ತಿದೆ. bbox=[48, 2008, 347, 2103]
women-body bbox=[983, 1818, 1497, 2367]
mla-headline: ವಿಧಾನಸಭೆಯಲ್ಲಿ ಹನಿಟ್ರ್ಯಾಪ್ ಗದ್ದಲ ಬಿಜೆಪಿ 18 ಶಾಸಕರು ಅಮಾನತು bbox=[983, 133, 1410, 155]
maize-body bbox=[983, 680, 1497, 1094]
women-headline: ಸಮಾಜ ರೂಪಿಸುವಲ್ಲಿ ಮಹಿಳೆಯರ ಪಾತ್ರ ಅತ್ಯವಶ್ಯ bbox=[983, 1493, 1387, 1521]
obituary-portrait bbox=[1196, 1172, 1325, 1326]
exam-visit-illustration bbox=[647, 154, 968, 407]
footer-left-mark: ---- bbox=[44, 2370, 95, 2397]
